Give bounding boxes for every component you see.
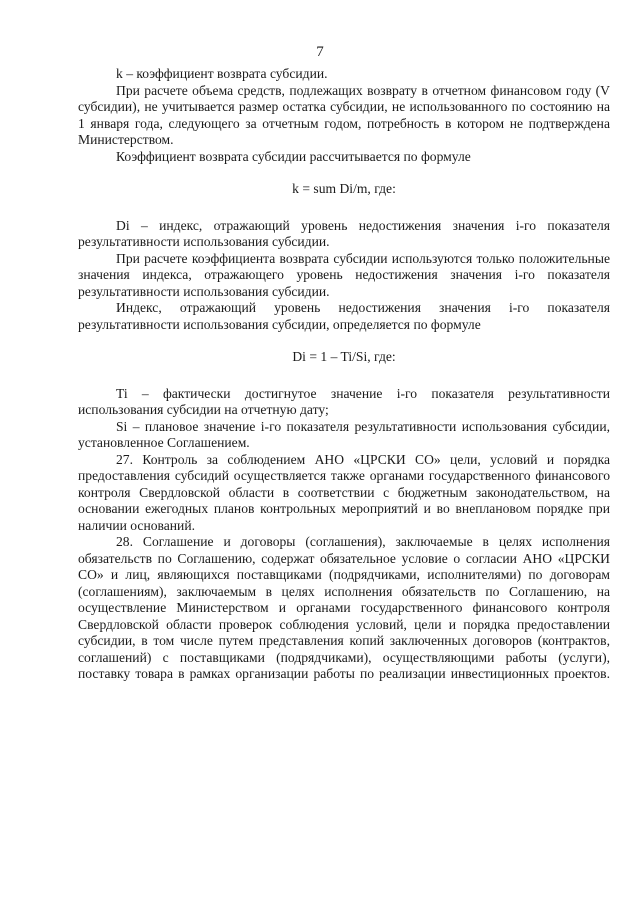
- paragraph-v-note: При расчете объема средств, подлежащих возврату в отчетном финансовом году (V субсидии), не учитывается размер остатка субсидии, не использованного по состоянию на 1 января года, следующего за отчетным годом, потребность в котором не подтверждена Министерством.: [78, 82, 610, 147]
- paragraph-si-definition: Si – плановое значение i-го показателя результативности использования субсидии, установленное Соглашением.: [78, 418, 610, 450]
- page-number: 7: [316, 44, 324, 60]
- paragraph-positive-note: При расчете коэффициента возврата субсидии используются только положительные значения индекса, отражающего уровень недостижения значения i-го показателя результативности использования субсидии.: [78, 250, 610, 299]
- formula-di: Di = 1 – Ti/Si, где:: [292, 349, 396, 364]
- formula-k: k = sum Di/m, где:: [292, 181, 396, 196]
- paragraph-k-intro: Коэффициент возврата субсидии рассчитывается по формуле: [116, 148, 471, 164]
- paragraph-28: 28. Соглашение и договоры (соглашения), заключаемые в целях исполнения обязательств по Соглашению, содержат обязательное условие о согласии АНО «ЦРСКИ СО» и лиц, являющихся поставщиками (подрядчиками, исполнителями) по договорам (соглашениям), заключаемым в целях исполнения обязательств по Соглашению, на осуществление Министерством и органами государственного финансового контроля Свердловской области проверок соблюдения условий, цели и порядка предоставлении субсидии, в том числе путем представления копий заключенных договоров (контрактов, соглашений) с поставщиками (подрядчиками), осуществляющими работы (услуги), поставку товара в рамках организации работы по реализации инвестиционных проектов.: [78, 534, 610, 681]
- document-body: [78, 66, 610, 683]
- paragraph-k-definition: k – коэффициент возврата субсидии.: [116, 66, 328, 81]
- paragraph-di-definition: Di – индекс, отражающий уровень недостижения значения i-го показателя результативности использования субсидии.: [78, 217, 610, 249]
- paragraph-ti-definition: Ti – фактически достигнутое значение i-го показателя результативности использования субсидии на отчетную дату;: [78, 385, 610, 417]
- paragraph-27: 27. Контроль за соблюдением АНО «ЦРСКИ СО» цели, условий и порядка предоставления субсидий осуществляется также органами государственного финансового контроля Свердловской области в соответствии с бюджетным законодательством, на основании ежегодных планов контрольных мероприятий и во внеплановом порядке при наличии оснований.: [78, 451, 610, 533]
- paragraph-di-intro: Индекс, отражающий уровень недостижения значения i-го показателя результативности использования субсидии, определяется по формуле: [78, 300, 610, 332]
